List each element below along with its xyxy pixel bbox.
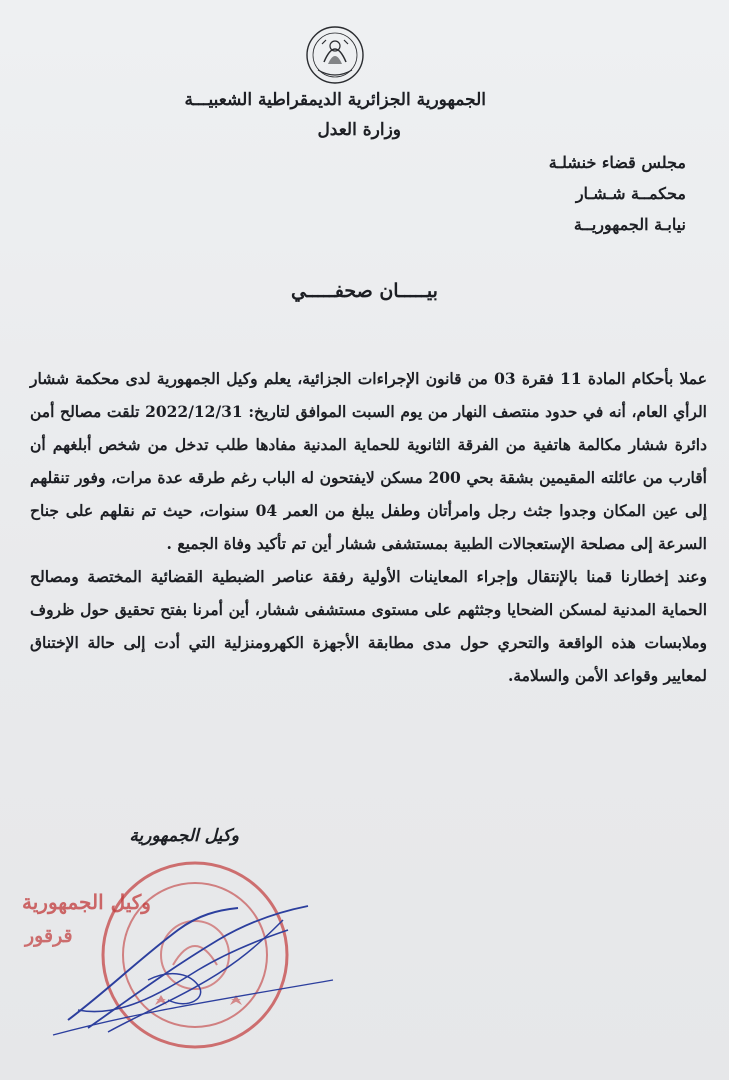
court-block: [549, 147, 686, 240]
prosecution-name: نيابـة الجمهوريــة: [573, 215, 686, 234]
ministry-name: وزارة العدل: [317, 120, 401, 140]
stamp-text-2: قرقور: [25, 925, 73, 947]
signatory-title: وكيل الجمهورية: [129, 826, 239, 846]
statement-body: [30, 362, 707, 692]
handwritten-signature: [48, 900, 338, 1040]
statement-paragraph-1: عملا بأحكام المادة 11 فقرة 03 من قانون الإجراءات الجزائية، يعلم وكيل الجمهورية لدى محكمة ششار الرأي العام، أنه في حدود منتصف النهار من يوم السبت الموافق لتاريخ: 2022/12/31 تلقت مصالح أمن دائرة ششار مكالمة هاتفية من الفرقة الثانوية للحماية المدنية مفادها طلب تدخل من شخص أبلغهم أن أقارب من عائلته المقيمين بشقة بحي 200 مسكن لايفتحون له الباب رغم طرقه عدة مرات، وفور تنقلهم إلى عين المكان وجدوا جثث رجل وامرأتان وطفل يبلغ من العمر 04 سنوات، حيث تم نقلهم على جناح السرعة إلى مصلحة الإستعجالات الطبية بمستشفى ششار أين تم تأكيد وفاة الجميع .: [30, 369, 708, 553]
republic-name: الجمهورية الجزائرية الديمقراطية الشعبيـــة: [184, 90, 486, 110]
stamp-text-1: وكيل الجمهورية: [22, 890, 151, 914]
court-name: محكمــة شـشـار: [575, 184, 686, 203]
algeria-emblem-icon: [304, 24, 366, 86]
statement-paragraph-2: وعند إخطارنا قمنا بالإنتقال وإجراء المعاينات الأولية رفقة عناصر الضبطية القضائية المختصة ومصالح الحماية المدنية لمسكن الضحايا وجثثهم على مستوى مستشفى ششار، أين أمرنا بفتح تحقيق حول ظروف وملابسات هذه الواقعة والتحري حول مدى مطابقة الأجهزة الكهرومنزلية التي أدت إلى حالة الإختناق لمعايير وقواعد الأمن والسلامة.: [30, 567, 707, 685]
document-title: بيـــــان صحفـــــي: [291, 280, 438, 302]
council-name: مجلس قضاء خنشلـة: [548, 153, 686, 172]
